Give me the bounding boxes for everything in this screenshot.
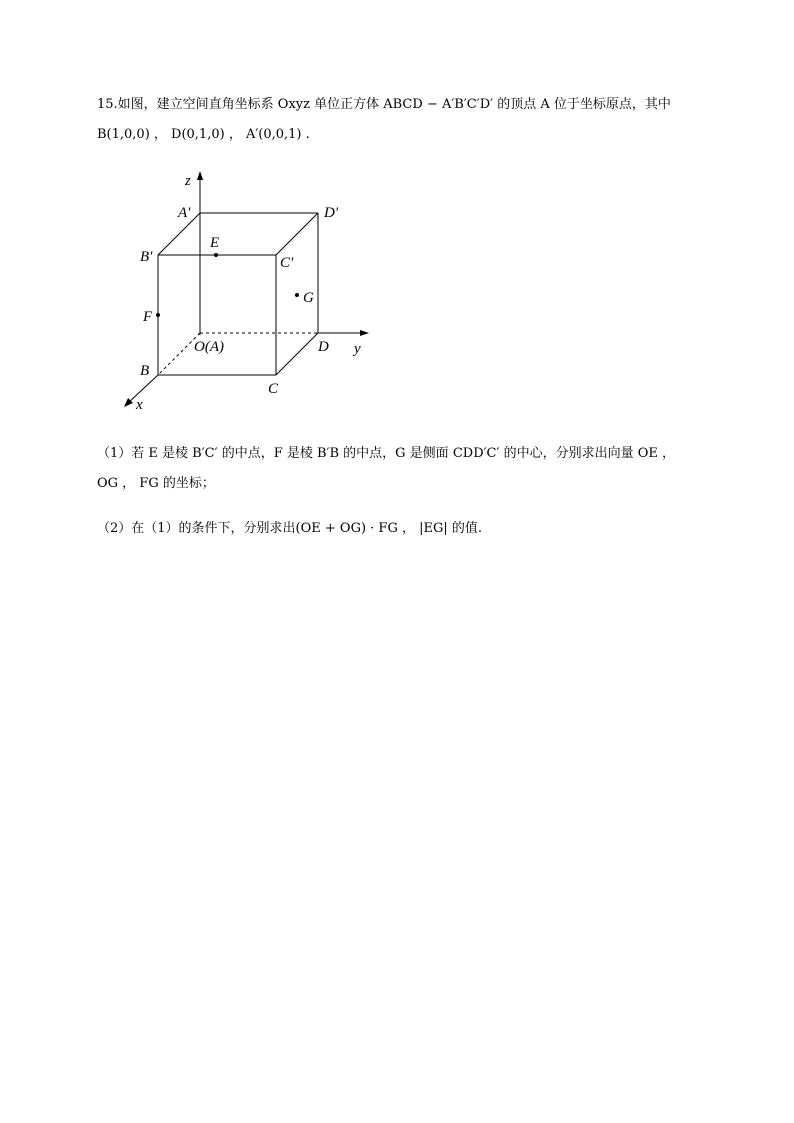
- label-d: D: [318, 339, 329, 355]
- point-g: [295, 293, 299, 297]
- label-z: z: [185, 173, 191, 189]
- label-e: E: [210, 235, 220, 251]
- label-d1: D′: [324, 205, 339, 221]
- label-x: x: [136, 397, 143, 413]
- label-g: G: [303, 290, 314, 306]
- label-o: O(A): [194, 339, 224, 355]
- label-c: C: [268, 381, 279, 397]
- label-a1: A′: [178, 205, 191, 221]
- part1-line-1: （1）若 E 是棱 B′C′ 的中点，F 是棱 B′B 的中点，G 是侧面 CDD′C′ 的中心，分别求出向量 OE ，: [97, 446, 676, 461]
- problem-line-1: 15.如图，建立空间直角坐标系 Oxyz 单位正方体 ABCD − A′B′C′D′ 的顶点 A 位于坐标原点，其中: [97, 97, 671, 112]
- problem-line-2: B(1,0,0) ， D(0,1,0) ， A′(0,0,1) .: [97, 127, 310, 142]
- part1-line-2: OG ， FG 的坐标；: [97, 476, 215, 491]
- label-b: B: [140, 363, 150, 379]
- label-f: F: [143, 309, 153, 325]
- point-e: [214, 253, 218, 257]
- cube-figure: [110, 165, 380, 420]
- point-f: [156, 313, 160, 317]
- z-axis-arrow: [197, 171, 203, 180]
- y-axis-arrow: [360, 330, 369, 336]
- x-axis: [128, 375, 158, 403]
- label-y: y: [354, 341, 361, 357]
- label-c1: C′: [280, 255, 294, 271]
- part2-line: （2）在（1）的条件下，分别求出(OE + OG) · FG ， |EG| 的值.: [97, 521, 482, 536]
- label-b1: B′: [140, 249, 153, 265]
